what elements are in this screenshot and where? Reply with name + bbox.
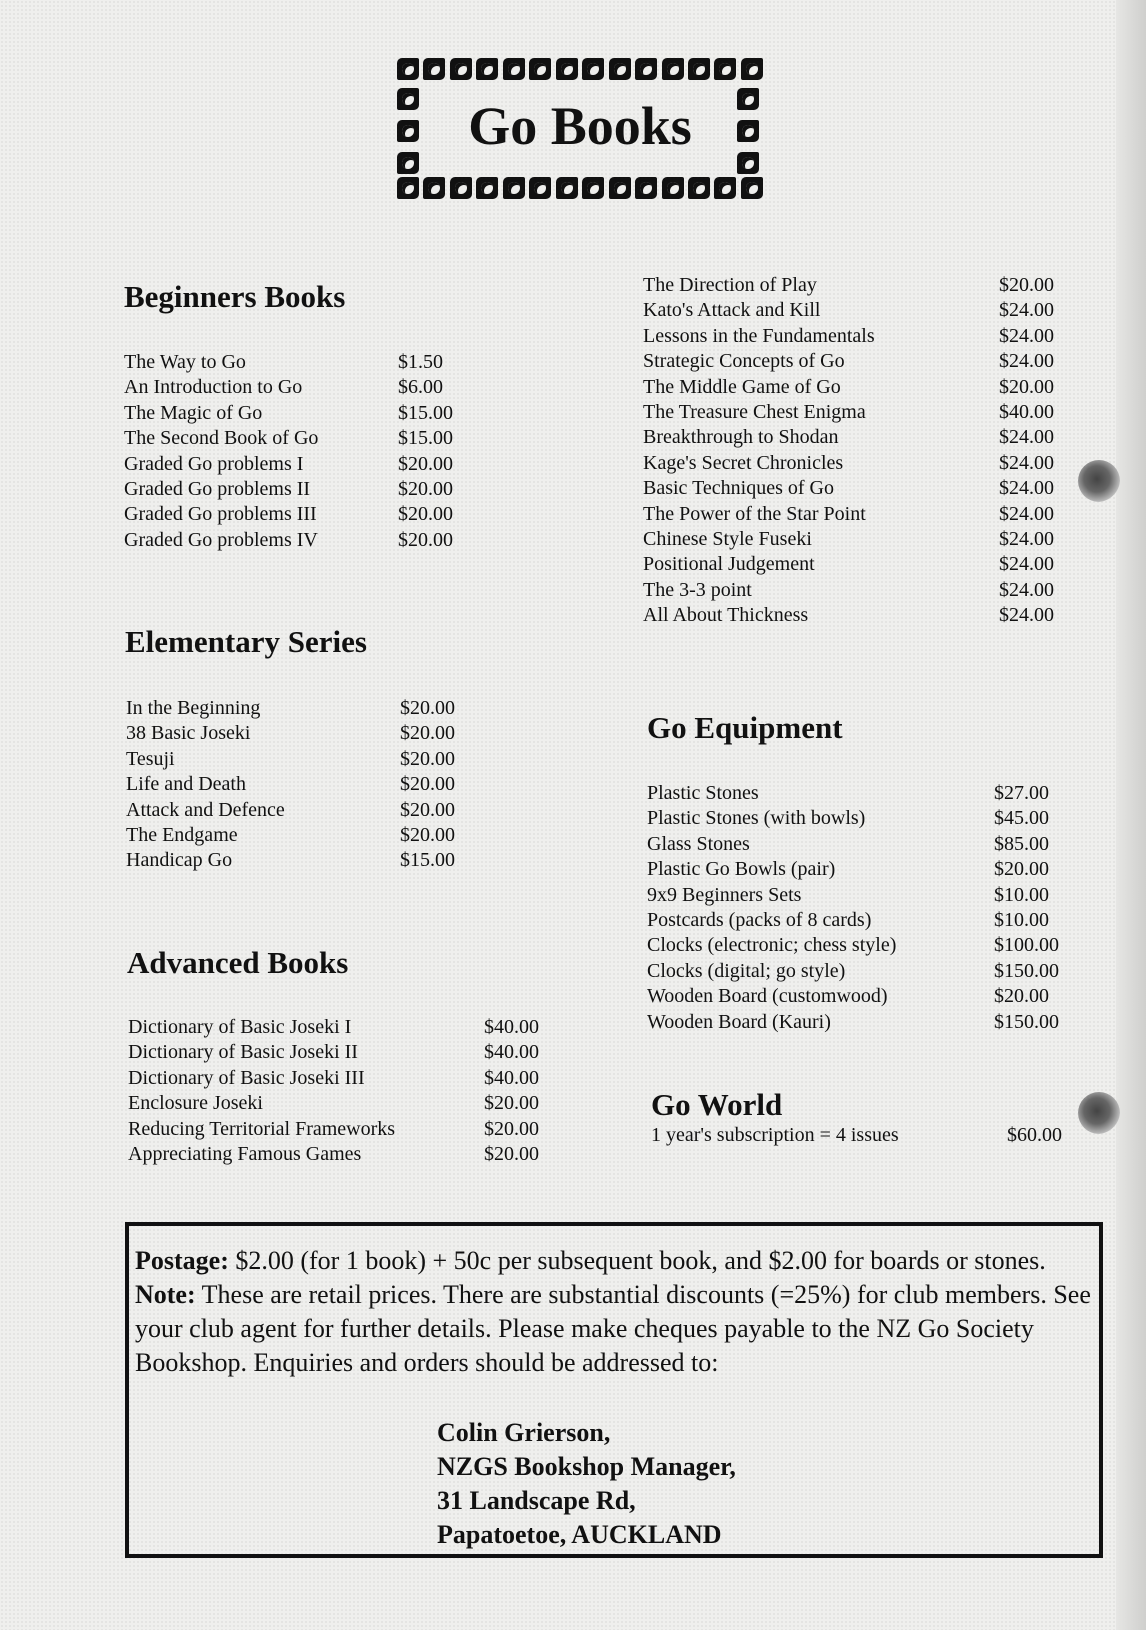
go-stone-icon [423,58,445,80]
item-price: $20.00 [400,773,455,796]
list-item [643,375,1054,400]
list-item [643,476,1054,501]
list-item [647,908,1049,933]
go-stone-icon [397,152,419,174]
item-name: An Introduction to Go [124,376,303,399]
go-stone-icon [397,177,419,199]
item-name: Dictionary of Basic Joseki I [128,1016,352,1038]
item-name: 38 Basic Joseki [126,722,251,745]
item-price: $20.00 [994,985,1049,1008]
go-stone-icon [635,177,657,199]
address-line: 31 Landscape Rd, [437,1486,636,1515]
item-price: $85.00 [994,832,1049,855]
list-item [124,477,453,502]
item-name: The Treasure Chest Enigma [643,400,866,423]
go-stone-icon [609,58,631,80]
item-name: Glass Stones [647,832,750,855]
list-item [647,832,1049,857]
item-name: 9x9 Beginners Sets [647,883,802,906]
item-name: Plastic Go Bowls (pair) [647,858,836,881]
item-name: The Second Book of Go [124,427,319,450]
go-stone-icon [662,177,684,199]
item-price: $27.00 [994,782,1049,804]
list-item [126,747,455,772]
go-stone-icon [476,58,498,80]
item-price: $20.00 [484,1092,539,1115]
list-item [643,425,1054,450]
item-name: Handicap Go [126,849,233,872]
item-name: The Middle Game of Go [643,375,841,398]
item-price: $40.00 [484,1016,539,1038]
item-name: The Way to Go [124,351,246,373]
advanced-list [128,1015,539,1167]
go-stone-icon [737,120,759,142]
item-price: $20.00 [484,1142,539,1165]
go-stone-icon [397,88,419,110]
item-price: $24.00 [999,604,1054,627]
item-price: $20.00 [400,697,455,719]
list-item [124,528,453,553]
go-stone-icon [529,177,551,199]
item-price: $150.00 [994,1010,1059,1033]
list-item [651,1123,1062,1148]
item-price: $20.00 [398,503,453,526]
item-name: Attack and Defence [126,798,285,821]
list-item [126,823,455,848]
note-label: Note: [135,1280,196,1309]
beginners-list [124,350,453,553]
list-item [126,696,455,721]
beginners-heading: Beginners Books [124,279,346,314]
list-item [643,552,1054,577]
item-price: $20.00 [398,477,453,500]
item-price: $40.00 [484,1066,539,1089]
item-price: $24.00 [999,451,1054,474]
go-world-heading: Go World [651,1087,783,1122]
address-line: Papatoetoe, AUCKLAND [437,1520,722,1549]
go-world-subscription: 1 year's subscription = 4 issues [651,1124,899,1146]
go-stone-icon [662,58,684,80]
item-name: Graded Go problems II [124,477,311,500]
item-name: Tesuji [126,747,175,770]
address-line: NZGS Bookshop Manager, [437,1452,736,1481]
item-price: $20.00 [999,274,1054,296]
page-title: Go Books [468,96,692,156]
list-item [643,578,1054,603]
go-stone-icon [397,58,419,80]
list-item [643,273,1054,298]
item-name: Dictionary of Basic Joseki II [128,1041,358,1064]
item-name: Breakthrough to Shodan [643,426,839,449]
go-stone-icon [450,58,472,80]
go-stone-icon [423,177,445,199]
stone-border-top [397,58,763,84]
go-stone-icon [397,120,419,142]
item-name: The 3-3 point [643,578,752,601]
item-name: In the Beginning [126,697,261,719]
go-stone-icon [714,58,736,80]
item-name: Positional Judgement [643,553,815,576]
list-item [124,426,453,451]
go-stone-icon [556,177,578,199]
go-stone-icon [609,177,631,199]
go-stone-icon [688,58,710,80]
go-stone-icon [582,177,604,199]
go-stone-icon [737,152,759,174]
item-price: $24.00 [999,350,1054,373]
list-item [643,603,1054,628]
list-item [124,350,443,375]
go-stone-icon [688,177,710,199]
more-books-list [643,273,1054,628]
note-text: These are retail prices. There are substantial discounts (=25%) for club members. See your club agent for further details. Please make cheques payable to the NZ Go Society Bookshop. Enquiries and orders should be addressed to: [135,1280,1091,1377]
list-item [643,349,1054,374]
list-item [647,959,1059,984]
go-stone-icon [503,58,525,80]
item-price: $10.00 [994,908,1049,931]
list-item [647,857,1049,882]
item-price: $20.00 [484,1117,539,1140]
elementary-list [126,696,455,874]
item-name: Strategic Concepts of Go [643,350,845,373]
elementary-heading: Elementary Series [125,624,367,659]
item-price: $24.00 [999,578,1054,601]
go-stone-icon [582,58,604,80]
postage-notice-text [135,1244,1095,1380]
punch-hole [1078,460,1120,502]
item-price: $24.00 [999,502,1054,525]
item-name: Clocks (electronic; chess style) [647,934,897,957]
item-name: The Magic of Go [124,401,263,424]
list-item [643,527,1054,552]
go-stone-icon [635,58,657,80]
address-block [437,1416,736,1552]
postage-notice-box [125,1222,1103,1558]
item-price: $15.00 [398,427,453,450]
list-item [126,721,455,746]
item-name: Lessons in the Fundamentals [643,324,875,347]
list-item [643,400,1054,425]
item-price: $40.00 [999,400,1054,423]
item-name: Wooden Board (customwood) [647,985,888,1008]
item-name: Wooden Board (Kauri) [647,1010,831,1033]
item-price: $150.00 [994,959,1059,982]
item-price: $45.00 [994,807,1049,830]
item-price: $20.00 [400,747,455,770]
item-price: $10.00 [994,883,1049,906]
page-edge [1116,0,1146,1630]
list-item [643,298,1054,323]
item-name: Enclosure Joseki [128,1092,263,1115]
item-price: $20.00 [994,858,1049,881]
go-stone-icon [556,58,578,80]
list-item [124,452,453,477]
item-name: The Power of the Star Point [643,502,866,525]
item-price: $15.00 [398,401,453,424]
item-name: Reducing Territorial Frameworks [128,1117,396,1140]
item-name: The Direction of Play [643,274,817,296]
list-item [643,451,1054,476]
item-price: $1.50 [398,351,443,373]
list-item [124,375,443,400]
stone-border-right [737,88,763,174]
item-price: $40.00 [484,1041,539,1064]
list-item [647,781,1049,806]
list-item [126,848,455,873]
item-name: Chinese Style Fuseki [643,527,812,550]
go-stone-icon [503,177,525,199]
item-price: $20.00 [398,528,453,551]
item-name: Dictionary of Basic Joseki III [128,1066,365,1089]
item-name: Graded Go problems IV [124,528,318,551]
item-name: Kage's Secret Chronicles [643,451,844,474]
list-item [647,984,1049,1009]
item-price: $100.00 [994,934,1059,957]
item-name: Graded Go problems III [124,503,317,526]
item-price: $20.00 [398,452,453,475]
item-name: Postcards (packs of 8 cards) [647,908,872,931]
go-stone-icon [741,58,763,80]
list-item [647,933,1059,958]
go-stone-icon [741,177,763,199]
item-price: $20.00 [999,375,1054,398]
list-item [128,1091,539,1116]
list-item [643,502,1054,527]
item-name: Clocks (digital; go style) [647,959,846,982]
go-stone-icon [714,177,736,199]
list-item [124,502,453,527]
item-name: The Endgame [126,823,238,846]
item-price: $24.00 [999,553,1054,576]
item-price: $24.00 [999,299,1054,322]
item-price: $20.00 [400,798,455,821]
list-item [128,1066,539,1091]
item-name: Appreciating Famous Games [128,1142,362,1165]
postage-text: $2.00 (for 1 book) + 50c per subsequent book, and $2.00 for boards or stones. [228,1246,1046,1275]
address-line: Colin Grierson, [437,1418,611,1447]
go-stone-icon [529,58,551,80]
list-item [128,1015,539,1040]
list-item [128,1117,539,1142]
go-stone-icon [450,177,472,199]
go-world-list [651,1123,1062,1148]
list-item [128,1142,539,1167]
item-name: All About Thickness [643,604,809,627]
punch-hole [1078,1092,1120,1134]
postage-label: Postage: [135,1246,229,1275]
list-item [124,401,453,426]
title-box [397,58,763,203]
list-item [643,324,1054,349]
item-price: $20.00 [400,823,455,846]
item-price: $15.00 [400,849,455,872]
item-name: Plastic Stones [647,782,759,804]
advanced-heading: Advanced Books [127,945,349,980]
item-name: Plastic Stones (with bowls) [647,807,866,830]
list-item [126,798,455,823]
item-name: Graded Go problems I [124,452,304,475]
item-price: $24.00 [999,324,1054,347]
go-stone-icon [737,88,759,110]
list-item [647,806,1049,831]
equipment-heading: Go Equipment [647,710,843,745]
equipment-list [647,781,1059,1035]
item-name: Basic Techniques of Go [643,477,834,500]
item-price: $24.00 [999,426,1054,449]
item-price: $24.00 [999,527,1054,550]
stone-border-bottom [397,177,763,203]
list-item [647,1010,1059,1035]
go-world-price: $60.00 [1007,1124,1062,1146]
item-name: Life and Death [126,773,246,796]
item-name: Kato's Attack and Kill [643,299,821,322]
item-price: $24.00 [999,477,1054,500]
list-item [647,883,1049,908]
go-stone-icon [476,177,498,199]
item-price: $6.00 [398,376,443,399]
list-item [126,772,455,797]
list-item [128,1040,539,1065]
item-price: $20.00 [400,722,455,745]
stone-border-left [397,88,423,174]
